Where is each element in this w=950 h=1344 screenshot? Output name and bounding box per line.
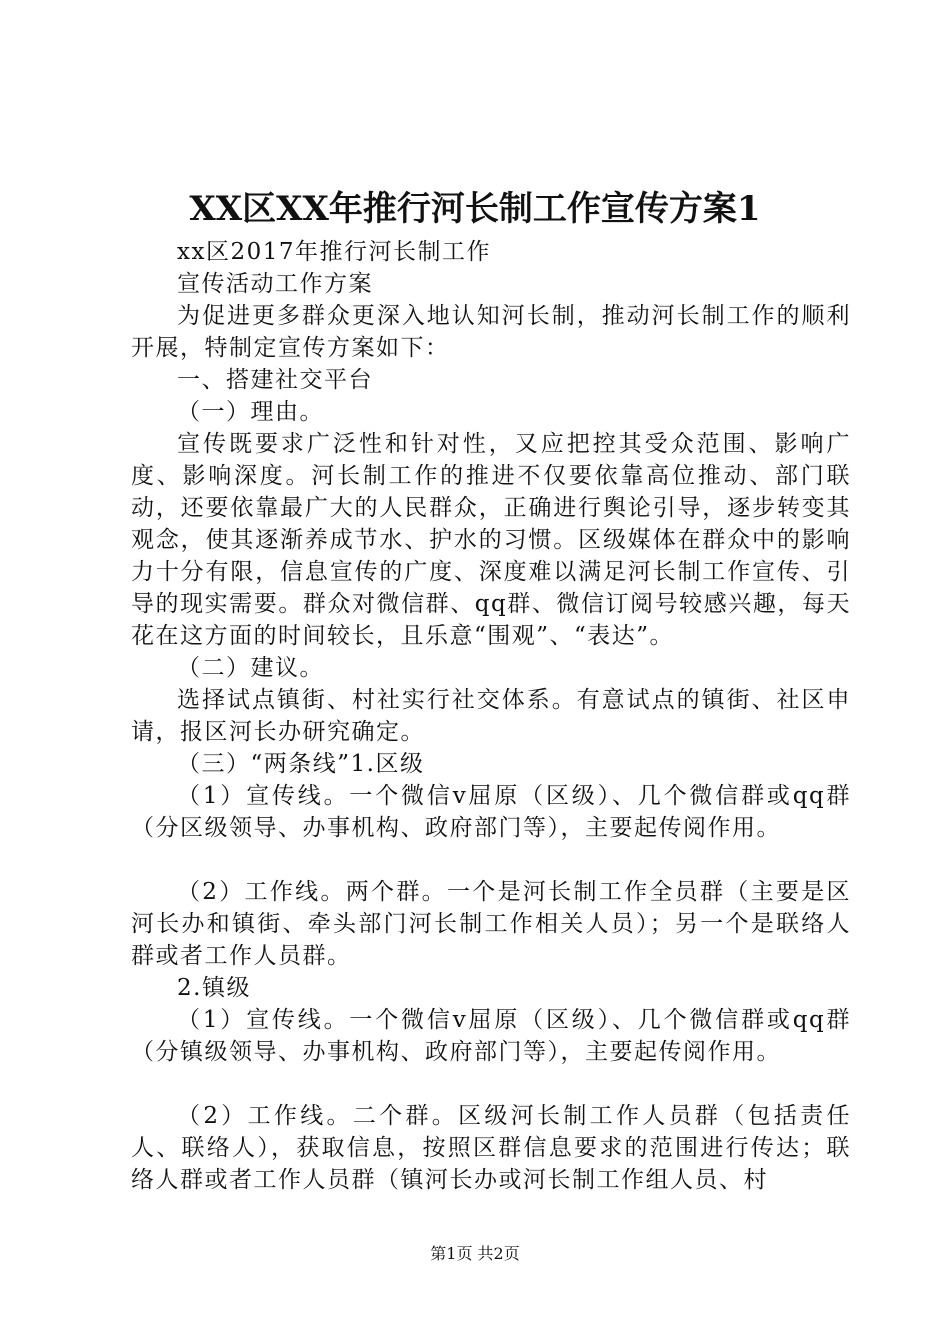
paragraph: 为促进更多群众更深入地认知河长制，推动河长制工作的顺利开展，特制定宣传方案如下： <box>131 303 851 361</box>
paragraph: （2）工作线。两个群。一个是河长制工作全员群（主要是区河长办和镇街、牵头部门河长制工作相关人员）；另一个是联络人群或者工作人员群。 <box>131 879 851 969</box>
paragraph: 宣传活动工作方案 <box>177 271 373 297</box>
paragraph: 选择试点镇街、村社实行社交体系。有意试点的镇街、社区申请，报区河长办研究确定。 <box>131 687 851 745</box>
paragraph: （1）宣传线。一个微信v屈原（区级）、几个微信群或qq群（分镇级领导、办事机构、政府部门等），主要起传阅作用。 <box>131 1007 851 1065</box>
subsection-heading: （三）“两条线”1.区级 <box>177 751 425 777</box>
document-title: XX区XX年推行河长制工作宣传方案1 <box>189 189 761 229</box>
paragraph: xx区2017年推行河长制工作 <box>177 239 491 265</box>
subsection-heading: （一）理由。 <box>177 399 324 425</box>
paragraph: （1）宣传线。一个微信v屈原（区级）、几个微信群或qq群（分区级领导、办事机构、政府部门等），主要起传阅作用。 <box>131 783 851 841</box>
document-body <box>131 236 851 1196</box>
page-footer: 第1页 共2页 <box>430 1244 520 1263</box>
subsection-heading: （二）建议。 <box>177 655 324 681</box>
section-heading: 一、搭建社交平台 <box>177 367 373 393</box>
subsection-heading: 2.镇级 <box>177 975 251 1001</box>
paragraph: （2）工作线。二个群。区级河长制工作人员群（包括责任人、联络人），获取信息，按照区群信息要求的范围进行传达；联络人群或者工作人员群（镇河长办或河长制工作组人员、村 <box>131 1103 851 1193</box>
paragraph: 宣传既要求广泛性和针对性，又应把控其受众范围、影响广度、影响深度。河长制工作的推进不仅要依靠高位推动、部门联动，还要依靠最广大的人民群众，正确进行舆论引导，逐步转变其观念，使其逐渐养成节水、护水的习惯。区级媒体在群众中的影响力十分有限，信息宣传的广度、深度难以满足河长制工作宣传、引导的现实需要。群众对微信群、qq群、微信订阅号较感兴趣，每天花在这方面的时间较长，且乐意“围观”、“表达”。 <box>131 431 851 649</box>
